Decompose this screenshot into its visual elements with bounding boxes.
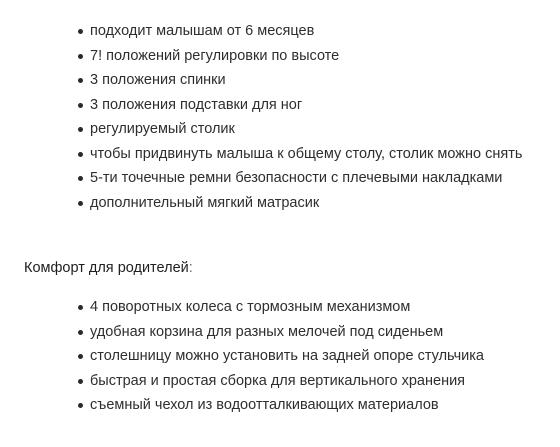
list-item-text: чтобы придвинуть малыша к общему столу, столик можно снять xyxy=(90,145,523,162)
bullet-icon xyxy=(78,330,83,335)
list-item-text: 5-ти точечные ремни безопасности с плечевыми накладками xyxy=(90,170,503,186)
bullet-icon xyxy=(78,54,83,59)
list-item xyxy=(78,191,560,216)
bullet-icon xyxy=(78,201,83,206)
list-item-text: 3 положения подставки для ног xyxy=(90,96,303,113)
section-heading-colon: : xyxy=(188,260,193,276)
list-item xyxy=(78,393,560,418)
parents-comfort-list xyxy=(78,295,560,418)
list-item-text: столешницу можно установить на задней опоре стульчика xyxy=(90,348,484,364)
list-item-text: подходит малышам от 6 месяцев xyxy=(90,23,315,39)
bullet-icon xyxy=(78,152,83,157)
baby-features-list xyxy=(78,19,560,215)
bullet-icon xyxy=(78,29,83,34)
list-item xyxy=(78,68,560,93)
list-item-text: быстрая и простая сборка для вертикального хранения xyxy=(90,372,466,389)
section-heading-text: Комфорт для родителей xyxy=(24,260,189,276)
bullet-icon xyxy=(78,354,83,359)
list-item xyxy=(78,44,560,69)
list-item xyxy=(78,166,560,191)
list-item-text: регулируемый столик xyxy=(90,121,235,137)
list-item-text: 7! положений регулировки по высоте xyxy=(90,47,340,64)
list-item xyxy=(78,117,560,142)
list-item xyxy=(78,19,560,44)
list-item-text: 4 поворотных колеса с тормозным механизмом xyxy=(90,299,411,315)
bullet-icon xyxy=(78,78,83,83)
bullet-icon xyxy=(78,103,83,108)
list-item-text: съемный чехол из водоотталкивающих материалов xyxy=(90,397,439,413)
list-item xyxy=(78,320,560,345)
bullet-icon xyxy=(78,403,83,408)
bullet-icon xyxy=(78,379,83,384)
list-item xyxy=(78,93,560,118)
section-heading-parents-comfort xyxy=(24,256,193,280)
list-item xyxy=(78,369,560,394)
list-item-text: дополнительный мягкий матрасик xyxy=(90,194,320,211)
bullet-icon xyxy=(78,305,83,310)
list-item-text: удобная корзина для разных мелочей под сиденьем xyxy=(90,323,444,340)
list-item xyxy=(78,142,560,167)
list-item-text: 3 положения спинки xyxy=(90,72,226,88)
bullet-icon xyxy=(78,127,83,132)
list-item xyxy=(78,344,560,369)
bullet-icon xyxy=(78,176,83,181)
list-item xyxy=(78,295,560,320)
